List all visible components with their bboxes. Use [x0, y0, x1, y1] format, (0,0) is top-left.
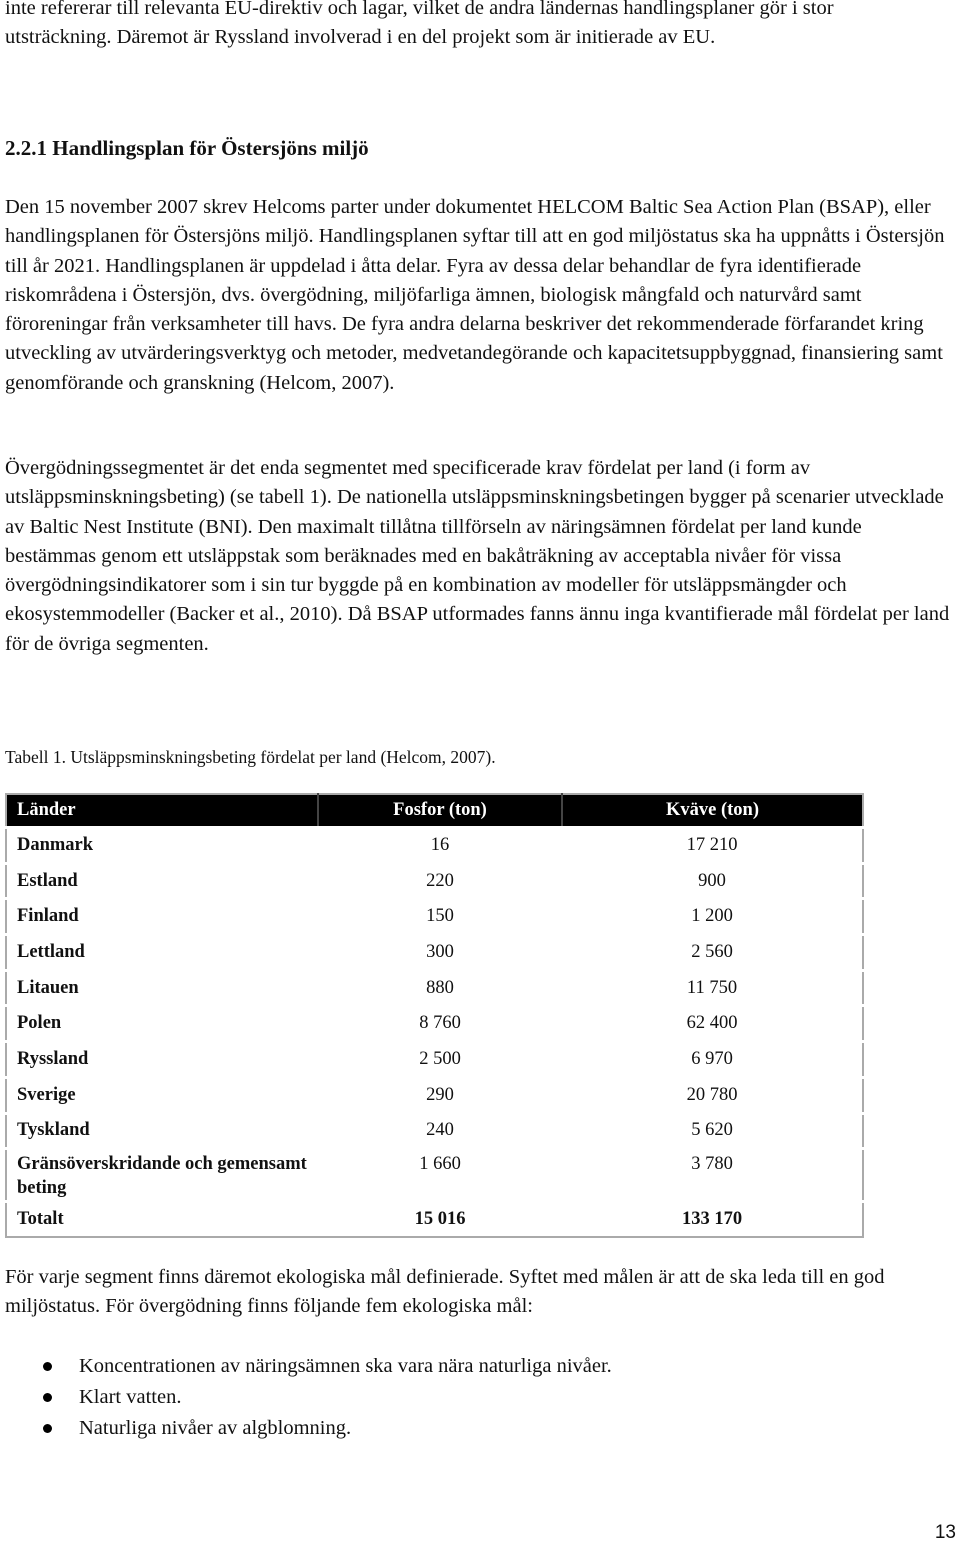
table-row — [6, 1149, 863, 1202]
phosphorus-cell: 290 — [318, 1077, 562, 1113]
list-item — [5, 1382, 612, 1413]
bullet-icon — [43, 1393, 52, 1402]
section-heading: 2.2.1 Handlingsplan för Östersjöns miljö — [5, 136, 369, 160]
table-row — [6, 1113, 863, 1149]
phosphorus-cell: 2 500 — [318, 1042, 562, 1078]
table-row — [6, 899, 863, 935]
table-row — [6, 1042, 863, 1078]
intro-paragraph: inte refererar till relevanta EU-direktiv och lagar, vilket de andra ländernas handlingsplaner gör i stor utsträckning. Däremot är Ryssland involverad i en del projekt som är initierade av EU. — [5, 0, 834, 49]
nitrogen-cell: 900 — [562, 863, 863, 899]
country-cell: Danmark — [6, 828, 318, 864]
nitrogen-cell: 11 750 — [562, 970, 863, 1006]
table-row — [6, 970, 863, 1006]
country-cell: Sverige — [6, 1077, 318, 1113]
paragraph-bsap: Den 15 november 2007 skrev Helcoms parter under dokumentet HELCOM Baltic Sea Action Plan (BSAP), eller handlingsplanen för Östersjöns miljö. Handlingsplanen syftar till att en god miljöstatus ska ha uppnåtts i Östersjön till år 2021. Handlingsplanen är uppdelad i åtta delar. Fyra av dessa delar behandlar de fyra identifierade riskområdena i Östersjön, dvs. övergödning, miljöfarliga ämnen, biologisk mångfald och naturvård samt föroreningar från verksamheter till havs. De fyra andra delarna beskriver det rekommenderade förfarandet kring utveckling av utvärderingsverktyg och metoder, medvetandegörande och kapacitetsuppbyggnad, finansiering samt genomförande och granskning (Helcom, 2007). — [5, 196, 945, 394]
list-item — [5, 1351, 612, 1382]
total-nitrogen-cell: 133 170 — [562, 1202, 863, 1237]
paragraph-goals-intro: För varje segment finns däremot ekologiska mål definierade. Syftet med målen är att de ska leda till en god miljöstatus. För övergödning finns följande fem ekologiska mål: — [5, 1266, 885, 1318]
header-phosphorus: Fosfor (ton) — [318, 794, 562, 828]
country-cell: Polen — [6, 1006, 318, 1042]
country-cell: Gränsöverskridande och gemensamt beting — [6, 1149, 318, 1202]
country-cell: Litauen — [6, 970, 318, 1006]
phosphorus-cell: 240 — [318, 1113, 562, 1149]
phosphorus-cell: 300 — [318, 935, 562, 971]
country-cell: Finland — [6, 899, 318, 935]
nitrogen-cell: 17 210 — [562, 828, 863, 864]
list-item — [5, 1413, 612, 1444]
paragraph-overgodning: Övergödningssegmentet är det enda segmentet med specificerade krav fördelat per land (i form av utsläppsminskningsbeting) (se tabell 1). De nationella utsläppsminskningsbetingen bygger på scenarier utvecklade av Baltic Nest Institute (BNI). Den maximalt tillåtna tillförseln av näringsämnen fördelat per land kunde bestämmas genom ett utsläppstak som beräknades med en bakåträkning av acceptabla nivåer för vissa övergödningsindikatorer som i sin tur byggde på en kombination av modeller för utsläppsmängder och ekosystemmodeller (Backer et al., 2010). Då BSAP utformades fanns ännu inga kvantifierade mål fördelat per land för de övriga segmenten. — [5, 457, 950, 655]
phosphorus-cell: 16 — [318, 828, 562, 864]
country-cell: Lettland — [6, 935, 318, 971]
phosphorus-cell: 8 760 — [318, 1006, 562, 1042]
phosphorus-cell: 150 — [318, 899, 562, 935]
table-total-row — [6, 1202, 863, 1237]
goal-text: Klart vatten. — [79, 1386, 182, 1408]
total-label-cell: Totalt — [6, 1202, 318, 1237]
goal-text: Koncentrationen av näringsämnen ska vara nära naturliga nivåer. — [79, 1355, 612, 1377]
table-caption: Tabell 1. Utsläppsminskningsbeting fördelat per land (Helcom, 2007). — [5, 747, 496, 767]
nitrogen-cell: 5 620 — [562, 1113, 863, 1149]
country-cell: Tyskland — [6, 1113, 318, 1149]
country-cell: Ryssland — [6, 1042, 318, 1078]
header-countries: Länder — [6, 794, 318, 828]
table-header-row — [6, 794, 863, 828]
phosphorus-cell: 880 — [318, 970, 562, 1006]
goal-text: Naturliga nivåer av algblomning. — [79, 1417, 352, 1439]
phosphorus-cell: 220 — [318, 863, 562, 899]
nitrogen-cell: 2 560 — [562, 935, 863, 971]
phosphorus-cell: 1 660 — [318, 1149, 562, 1202]
total-phosphorus-cell: 15 016 — [318, 1202, 562, 1237]
nitrogen-cell: 3 780 — [562, 1149, 863, 1202]
nitrogen-cell: 62 400 — [562, 1006, 863, 1042]
country-cell: Estland — [6, 863, 318, 899]
table-row — [6, 1006, 863, 1042]
nitrogen-cell: 6 970 — [562, 1042, 863, 1078]
table-row — [6, 828, 863, 864]
reduction-table — [5, 793, 864, 1238]
bullet-icon — [43, 1362, 52, 1371]
page-number: 13 — [934, 1522, 956, 1543]
header-nitrogen: Kväve (ton) — [562, 794, 863, 828]
table-row — [6, 935, 863, 971]
bullet-icon — [43, 1424, 52, 1433]
nitrogen-cell: 20 780 — [562, 1077, 863, 1113]
nitrogen-cell: 1 200 — [562, 899, 863, 935]
goals-list — [5, 1351, 612, 1444]
table-row — [6, 863, 863, 899]
table-row — [6, 1077, 863, 1113]
